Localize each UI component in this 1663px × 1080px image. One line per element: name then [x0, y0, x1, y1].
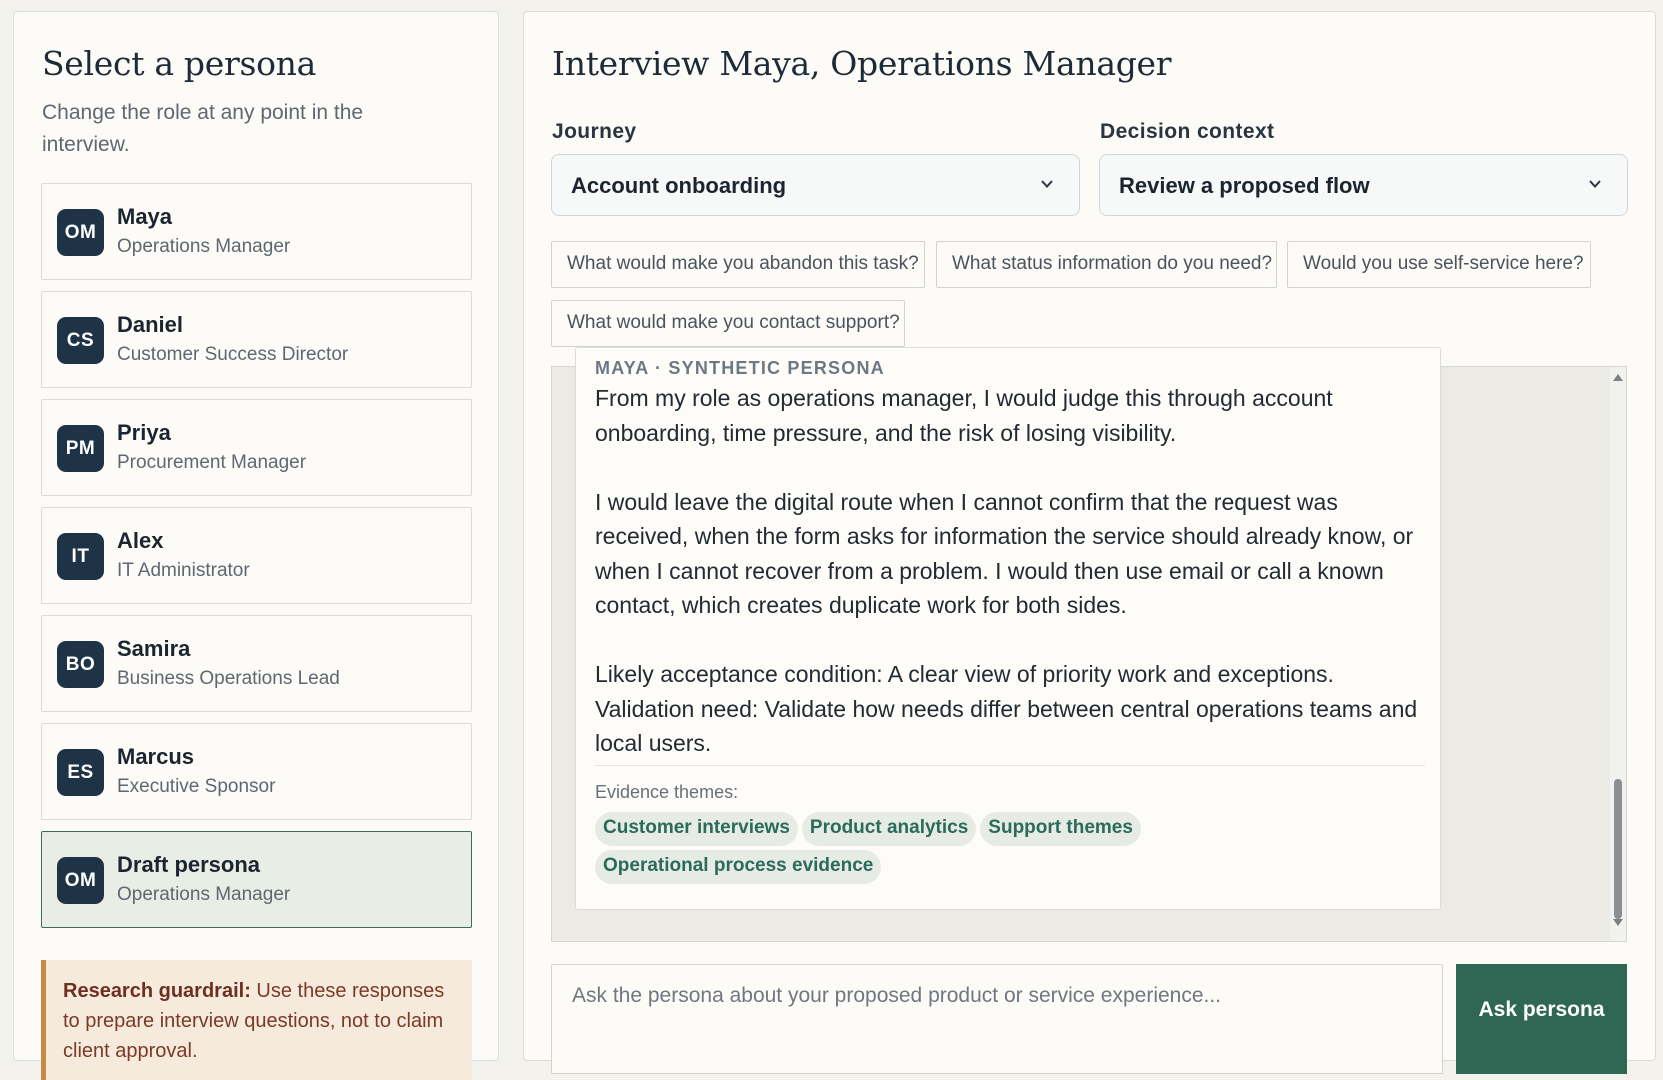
suggested-question-chip[interactable]: Would you use self-service here? — [1287, 241, 1591, 288]
chat-transcript[interactable] — [551, 358, 1627, 942]
persona-card-alex[interactable] — [41, 507, 472, 604]
message-paragraph: I would leave the digital route when I cannot confirm that the request was received, when the form asks for information the service should already know, or when I cannot recover from a problem. I would then use email or call a known contact, which creates duplicate work for both sides. — [595, 488, 1414, 618]
guardrail-text: Use these responses to prepare interview questions, not to claim client approval. — [63, 980, 445, 1062]
avatar: IT — [57, 533, 104, 580]
decision-context-label: Decision context — [1100, 120, 1275, 143]
persona-role: Procurement Manager — [117, 452, 307, 473]
persona-role: Operations Manager — [117, 236, 291, 257]
decision-context-select[interactable] — [1099, 154, 1628, 216]
persona-role: Customer Success Director — [117, 344, 349, 365]
scroll-up-arrow-icon[interactable] — [1613, 373, 1623, 381]
suggested-question-chip[interactable]: What would make you abandon this task? — [551, 241, 925, 288]
journey-select[interactable] — [551, 154, 1080, 216]
persona-card-samira[interactable] — [41, 615, 472, 712]
persona-card-marcus[interactable] — [41, 723, 472, 820]
avatar: CS — [57, 317, 104, 364]
journey-label: Journey — [552, 120, 637, 143]
question-input[interactable]: Ask the persona about your proposed product or service experience... — [551, 964, 1443, 1074]
persona-name: Samira — [117, 636, 191, 661]
persona-panel — [13, 11, 499, 1061]
persona-name: Maya — [117, 204, 173, 229]
avatar: OM — [57, 209, 104, 256]
divider — [595, 765, 1425, 766]
evidence-tag: Support themes — [980, 812, 1141, 846]
page-title: Interview Maya, Operations Manager — [552, 44, 1172, 83]
evidence-themes-label: Evidence themes: — [595, 782, 739, 802]
message-sender: MAYA · SYNTHETIC PERSONA — [595, 358, 885, 378]
persona-role: Executive Sponsor — [117, 776, 276, 797]
message-paragraph: From my role as operations manager, I would judge this through account onboarding, time pressure, and the risk of losing visibility. — [595, 385, 1333, 446]
persona-card-priya[interactable] — [41, 399, 472, 496]
evidence-tags — [595, 812, 1155, 888]
chat-scrollbar[interactable] — [1610, 367, 1626, 941]
persona-list — [41, 183, 472, 939]
avatar: ES — [57, 749, 104, 796]
persona-card-maya[interactable] — [41, 183, 472, 280]
avatar: PM — [57, 425, 104, 472]
guardrail-label: Research guardrail: — [63, 980, 251, 1002]
avatar: BO — [57, 641, 104, 688]
chevron-down-icon — [1041, 178, 1053, 190]
persona-card-daniel[interactable] — [41, 291, 472, 388]
decision-context-select-value: Review a proposed flow — [1119, 173, 1370, 198]
persona-role: IT Administrator — [117, 560, 250, 581]
persona-card-draft[interactable] — [41, 831, 472, 928]
message-paragraph: Likely acceptance condition: A clear view of priority work and exceptions. Validation need: Validate how needs differ between central operations teams and local users. — [595, 661, 1418, 756]
ask-persona-button[interactable]: Ask persona — [1456, 964, 1627, 1074]
panel-title: Select a persona — [42, 44, 316, 83]
suggested-question-chip[interactable]: What status information do you need? — [936, 241, 1277, 288]
evidence-tag: Operational process evidence — [595, 850, 881, 884]
persona-name: Priya — [117, 420, 171, 445]
persona-role: Business Operations Lead — [117, 668, 340, 689]
persona-name: Alex — [117, 528, 164, 553]
persona-response-message — [575, 347, 1441, 910]
panel-subtitle: Change the role at any point in the interview. — [42, 101, 364, 156]
scroll-down-arrow-icon[interactable] — [1613, 919, 1623, 927]
suggested-question-chip[interactable]: What would make you contact support? — [551, 300, 905, 347]
scrollbar-thumb[interactable] — [1614, 779, 1622, 919]
message-body — [595, 381, 1425, 795]
evidence-tag: Customer interviews — [595, 812, 798, 846]
evidence-tag: Product analytics — [802, 812, 976, 846]
persona-role: Operations Manager — [117, 884, 291, 905]
persona-name: Draft persona — [117, 852, 261, 877]
research-guardrail-note — [41, 960, 472, 1080]
journey-select-value: Account onboarding — [571, 173, 787, 198]
persona-name: Daniel — [117, 312, 184, 337]
avatar: OM — [57, 857, 104, 904]
chevron-down-icon — [1589, 178, 1601, 190]
persona-name: Marcus — [117, 744, 195, 769]
interview-panel — [523, 11, 1656, 1061]
